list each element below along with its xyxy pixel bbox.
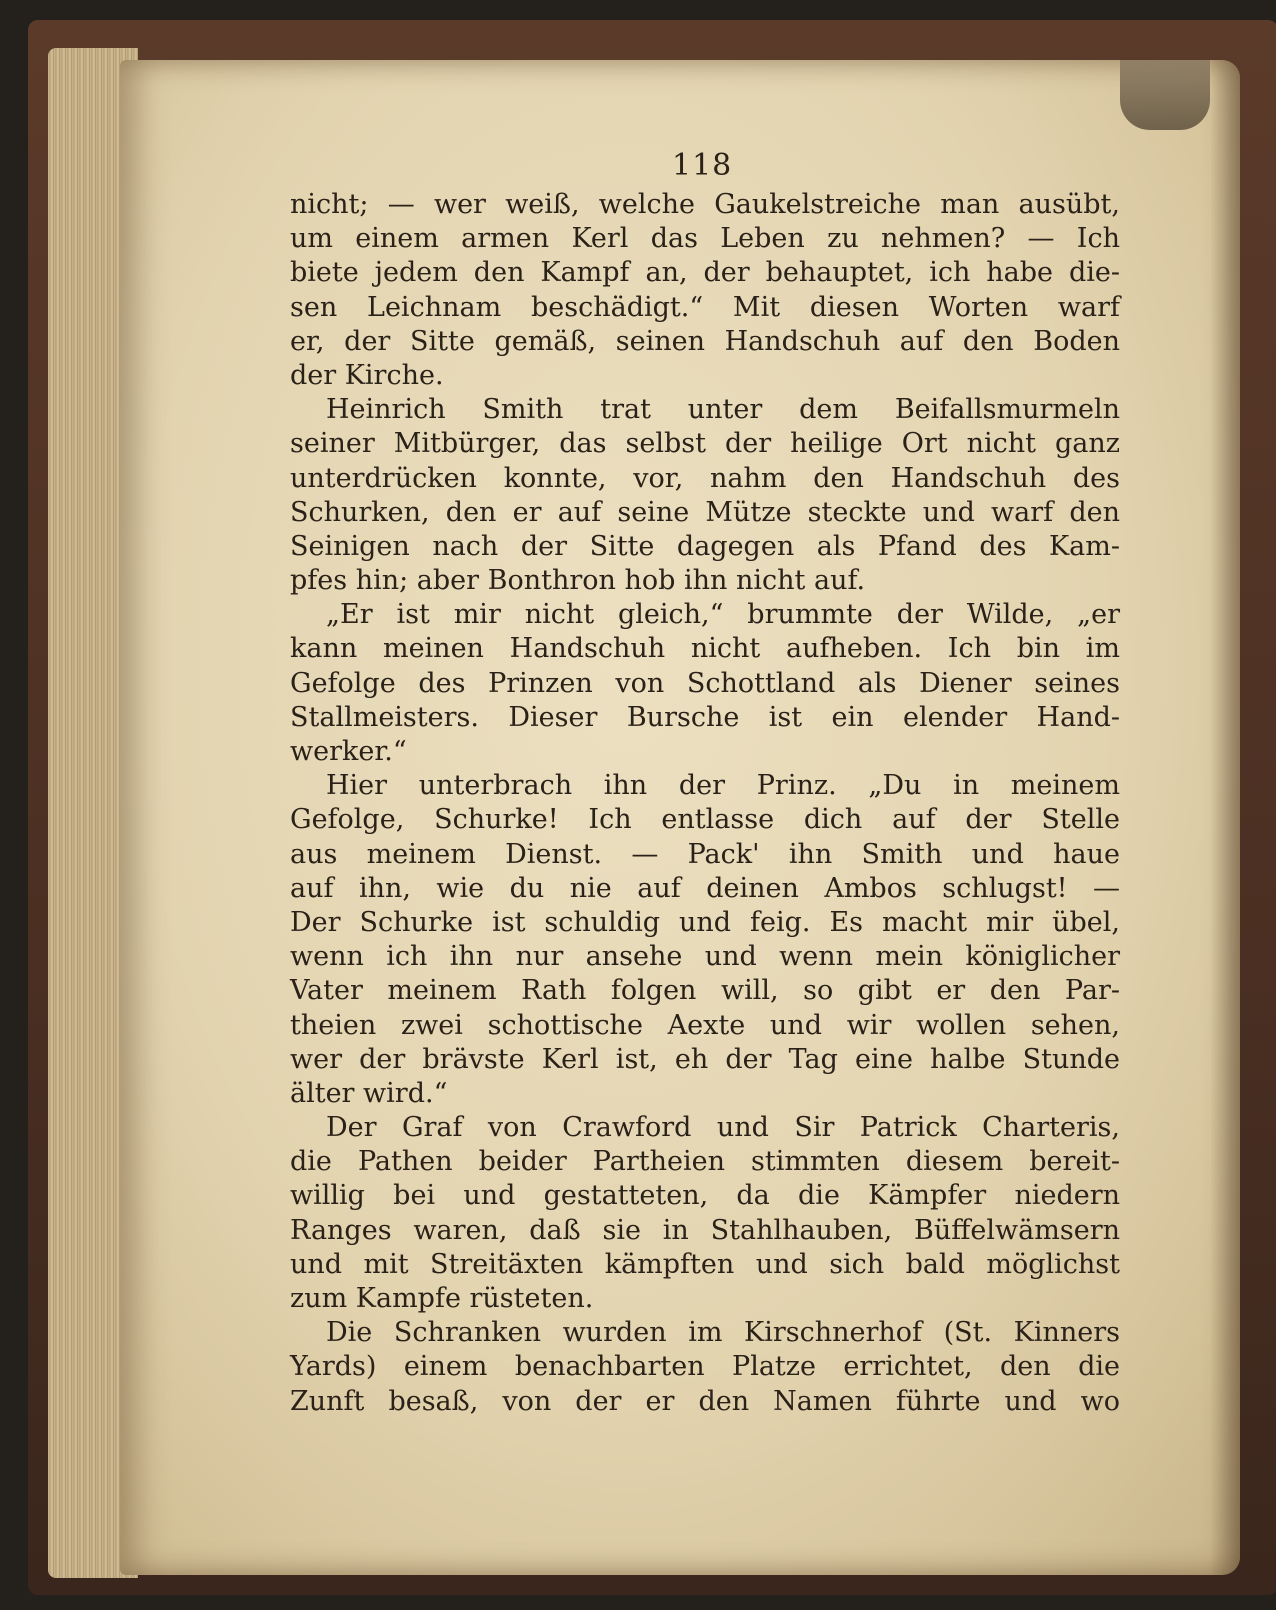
text-line: sen Leichnam beschädigt.“ Mit diesen Worten warf (290, 291, 1120, 323)
text-line: Gefolge, Schurke! Ich entlasse dich auf der Stelle (290, 804, 1120, 836)
text-line: unterdrücken konnte, vor, nahm den Handschuh des (290, 462, 1120, 494)
text-line: wenn ich ihn nur ansehe und wenn mein königlicher (290, 941, 1120, 973)
text-line: „Er ist mir nicht gleich,“ brummte der Wilde, „er (326, 599, 1120, 631)
bookmark-ribbon (1120, 60, 1210, 130)
text-line: wer der brävste Kerl ist, eh der Tag eine halbe Stunde (290, 1043, 1120, 1075)
text-line: Die Schranken wurden im Kirschnerhof (St. Kinners (326, 1317, 1120, 1349)
page-number: 118 (672, 148, 733, 183)
text-line: und mit Streitäxten kämpften und sich bald möglichst (290, 1248, 1120, 1280)
text-line: die Pathen beider Partheien stimmten diesem bereit- (290, 1146, 1120, 1178)
text-line: um einem armen Kerl das Leben zu nehmen? — Ich (290, 223, 1120, 255)
text-line: Hier unterbrach ihn der Prinz. „Du in meinem (326, 770, 1120, 802)
text-line: werker.“ (290, 736, 407, 767)
text-line: willig bei und gestatteten, da die Kämpfer niedern (290, 1180, 1120, 1212)
text-line: er, der Sitte gemäß, seinen Handschuh auf den Boden (290, 325, 1120, 357)
text-line: Seinigen nach der Sitte dagegen als Pfand des Kam- (290, 530, 1120, 562)
text-line: nicht; — wer weiß, welche Gaukelstreiche man ausübt, (290, 189, 1120, 220)
text-line: Ranges waren, daß sie in Stahlhauben, Büffelwämsern (290, 1214, 1120, 1246)
text-line: aus meinem Dienst. — Pack' ihn Smith und haue (290, 838, 1120, 870)
body-text (290, 188, 1120, 1419)
text-line: der Kirche. (290, 359, 444, 391)
text-line: seiner Mitbürger, das selbst der heilige Ort nicht ganz (290, 428, 1120, 460)
text-line: Der Graf von Crawford und Sir Patrick Charteris, (326, 1112, 1120, 1144)
text-line: Yards) einem benachbarten Platze errichtet, den die (290, 1351, 1120, 1383)
text-line: Schurken, den er auf seine Mütze steckte und warf den (290, 496, 1120, 528)
text-line: pfes hin; aber Bonthron hob ihn nicht auf. (290, 565, 866, 597)
text-line: Stallmeisters. Dieser Bursche ist ein elender Hand- (290, 701, 1120, 733)
gutter-shadow (1210, 60, 1240, 1575)
text-line: Heinrich Smith trat unter dem Beifallsmurmeln (326, 394, 1120, 426)
text-line: theien zwei schottische Aexte und wir wollen sehen, (290, 1009, 1120, 1041)
text-line: Vater meinem Rath folgen will, so gibt er den Par- (290, 975, 1120, 1007)
text-line: Der Schurke ist schuldig und feig. Es macht mir übel, (290, 906, 1120, 938)
text-line: auf ihn, wie du nie auf deinen Ambos schlugst! — (290, 872, 1120, 904)
text-line: Zunft besaß, von der er den Namen führte und wo (290, 1385, 1120, 1417)
text-line: Gefolge des Prinzen von Schottland als Diener seines (290, 667, 1120, 699)
text-line: zum Kampfe rüsteten. (290, 1283, 594, 1314)
text-line: älter wird.“ (290, 1077, 448, 1109)
text-line: biete jedem den Kampf an, der behauptet, ich habe die- (290, 257, 1120, 289)
text-line: kann meinen Handschuh nicht aufheben. Ich bin im (290, 633, 1120, 665)
